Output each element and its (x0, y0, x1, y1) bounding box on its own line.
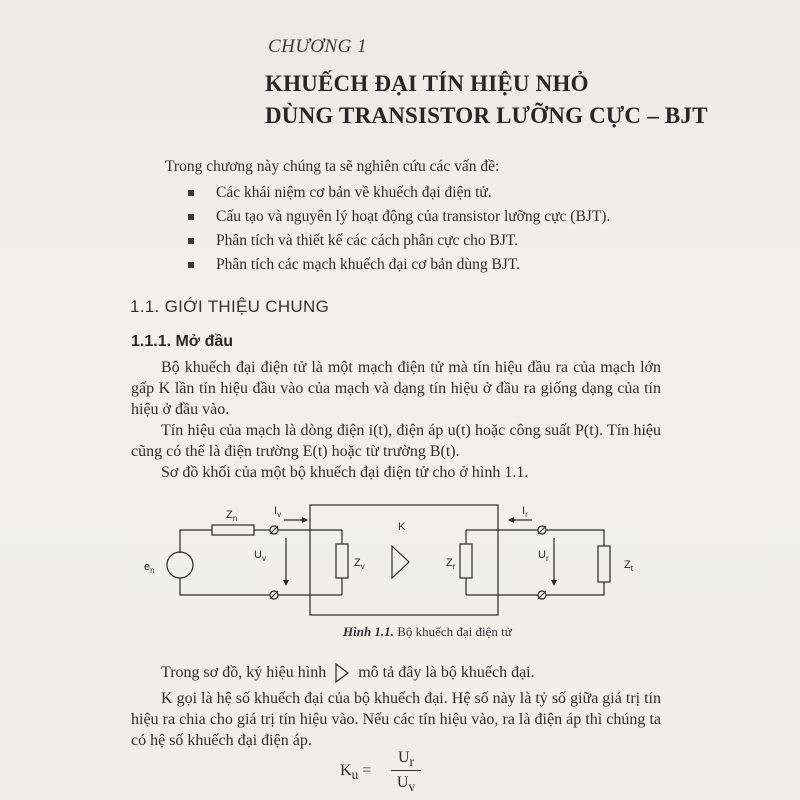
label-iv: $I_v$ (274, 505, 282, 519)
paragraph-3 (131, 462, 661, 483)
formula-denominator: $U_v$ (396, 774, 416, 795)
paragraph-5-text: K gọi là hệ số khuếch đại của bộ khuếch đại. Hệ số này là tỷ số giữa giá trị tín hiệu ra chia cho giá trị tín hiệu vào. Nếu các tín hiệu vào, ra là điện áp thì chúng ta có hệ số khuếch đại điện áp. (131, 690, 661, 749)
chapter-label: CHƯƠNG 1 (268, 36, 368, 57)
bullet-text: Phân tích và thiết kế các cách phân cực cho BJT. (216, 232, 519, 249)
paragraph-4-text-before: Trong sơ đồ, ký hiệu hình (161, 664, 327, 681)
formula-fraction (391, 748, 421, 793)
paragraph-3-text: Sơ đồ khối của một bộ khuếch đại điện tử cho ở hình 1.1. (161, 464, 529, 481)
label-ur: $U_r$ (538, 549, 549, 563)
label-ir: $I_r$ (522, 505, 528, 519)
label-k: K (398, 521, 406, 533)
bullet-square-icon (188, 214, 194, 220)
bullet-item (186, 253, 610, 277)
paragraph-4-text-after: mô tả đây là bộ khuếch đại. (358, 664, 535, 681)
bullet-item (186, 229, 610, 253)
intro-text: Trong chương này chúng ta sẽ nghiên cứu các vấn đề: (165, 158, 500, 175)
label-uv: $U_v$ (254, 549, 266, 563)
caption-label: Hình 1.1. (343, 624, 394, 639)
amplifier-block-diagram (144, 498, 640, 622)
label-zt: $Z_t$ (624, 559, 633, 573)
formula-lhs: $K_u$ = (340, 762, 372, 783)
bullet-item (186, 205, 610, 229)
label-zr: $Z_r$ (446, 557, 456, 571)
input-top-wire (180, 530, 212, 553)
paragraph-5 (131, 688, 661, 751)
bullet-text: Cấu tạo và nguyên lý hoạt động của transistor lưỡng cực (BJT). (216, 208, 611, 225)
chapter-title (265, 68, 708, 132)
bullet-item (186, 181, 610, 205)
fraction-bar (391, 770, 421, 771)
input-bottom-wire (180, 578, 270, 595)
bullet-square-icon (188, 190, 194, 196)
paragraph-1 (131, 357, 661, 420)
bullet-list (186, 181, 610, 277)
output-top-wire (546, 530, 604, 546)
amplifier-symbol-icon (334, 662, 350, 684)
formula-numerator: $U_r$ (397, 749, 414, 770)
label-zv: $Z_v$ (354, 557, 365, 571)
zv-resistor (336, 544, 348, 578)
bullet-square-icon (188, 238, 194, 244)
bullet-text: Phân tích các mạch khuếch đại cơ bản dùng BJT. (216, 256, 521, 273)
zn-resistor (212, 525, 254, 535)
label-en: $e_n$ (144, 561, 155, 575)
chapter-title-line-1: KHUẾCH ĐẠI TÍN HIỆU NHỎ (265, 71, 589, 96)
paragraph-1-text: Bộ khuếch đại điện tử là một mạch điện tử mà tín hiệu đầu ra của mạch lớn gấp K lần tín hiệu đầu vào của mạch và dạng tín hiệu ở đầu ra giống dạng của tín hiệu ở đầu vào. (131, 359, 661, 418)
figure-caption (343, 624, 512, 640)
label-zn: $Z_n$ (226, 509, 238, 523)
source-circle (167, 552, 193, 578)
paragraph-2 (131, 420, 661, 462)
zr-resistor (460, 544, 472, 578)
paragraph-2-text: Tín hiệu của mạch là dòng điện i(t), điện áp u(t) hoặc công suất P(t). Tín hiệu cũng có thể là điện trường E(t) hoặc từ trường B(t). (131, 422, 661, 460)
bullet-text: Các khái niệm cơ bản về khuếch đại điện tử. (216, 184, 492, 201)
paragraph-4 (131, 662, 661, 684)
bullet-square-icon (188, 262, 194, 268)
amplifier-triangle (392, 546, 409, 578)
zt-resistor (598, 546, 610, 582)
section-heading: 1.1. GIỚI THIỆU CHUNG (130, 297, 330, 316)
caption-text: Bộ khuếch đại điện tử (393, 624, 512, 639)
chapter-title-line-2: DÙNG TRANSISTOR LƯỠNG CỰC – BJT (265, 103, 708, 128)
subsection-heading: 1.1.1. Mở đầu (131, 333, 234, 350)
